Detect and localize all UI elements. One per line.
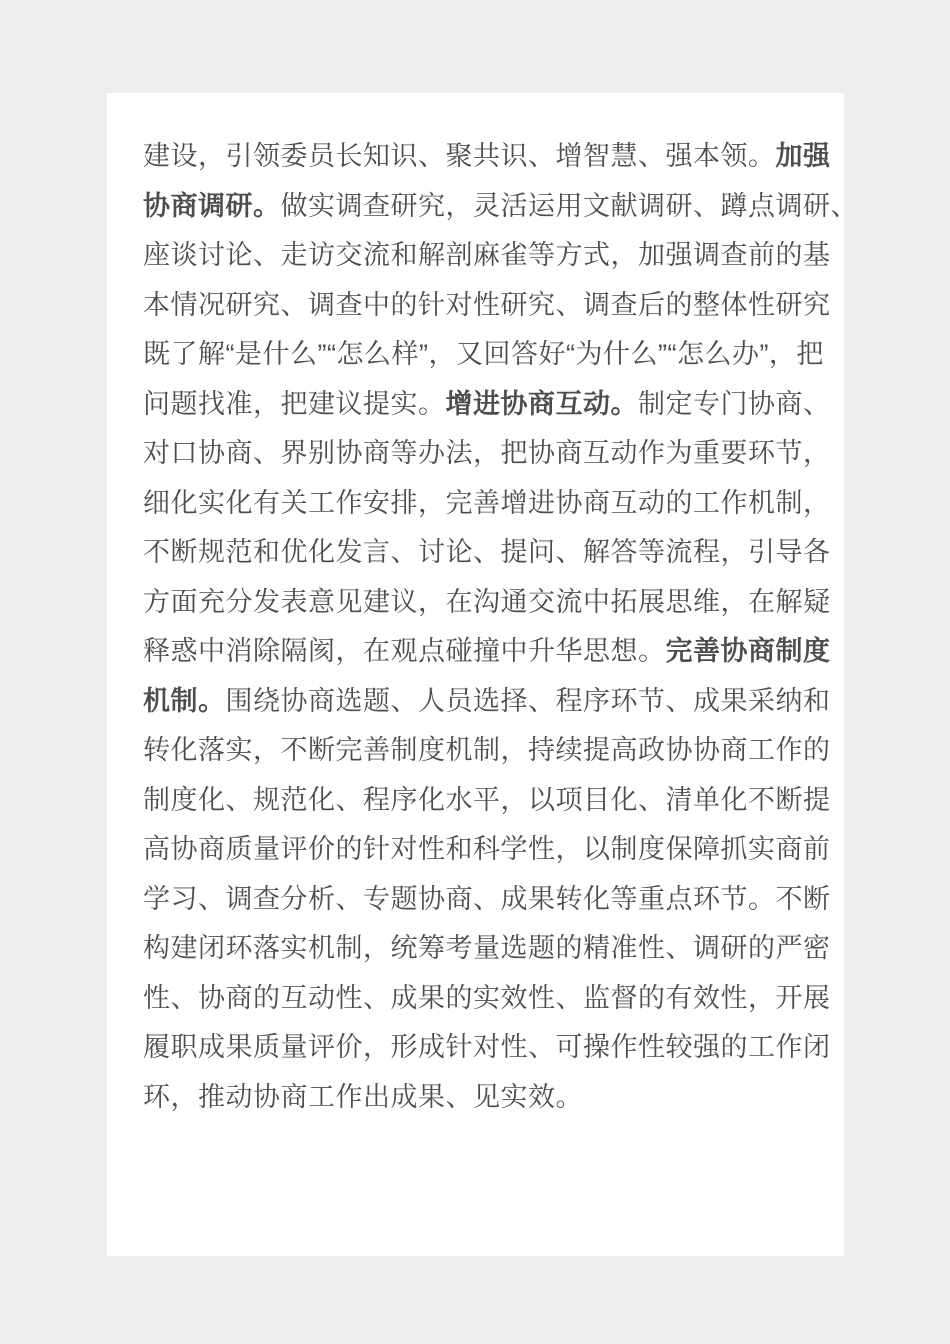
- text-run: 围绕协商选题、人员选择、程序环节、成果采纳和: [225, 685, 831, 716]
- bold-text-run: 增进协商互动。: [445, 388, 638, 419]
- bold-text-run: 完善协商制度: [665, 636, 831, 666]
- text-line: [143, 677, 831, 727]
- text-run: 做实调查研究，灵活运用文献调研、蹲点调研、: [280, 190, 858, 221]
- text-line: [143, 231, 831, 281]
- bold-text-run: 协商调研。: [143, 190, 281, 221]
- text-line: [143, 429, 831, 479]
- text-run: 建设，引领委员长知识、聚共识、增智慧、强本领。: [143, 141, 776, 171]
- text-run: 性、协商的互动性、成果的实效性、监督的有效性，开展: [143, 982, 831, 1013]
- text-run: 构建闭环落实机制，统筹考量选题的精准性、调研的严密: [143, 933, 831, 963]
- text-line: [143, 825, 831, 875]
- text-line: [143, 479, 831, 529]
- text-run: 对口协商、界别协商等办法，把协商互动作为重要环节，: [143, 438, 831, 468]
- text-line: [143, 578, 831, 628]
- text-run: 既了解“是什么”“怎么样”，又回答好“为什么”“怎么办”，把: [143, 339, 824, 369]
- text-line: [143, 1073, 807, 1123]
- text-line: [143, 330, 824, 380]
- text-line: [143, 924, 831, 974]
- text-run: 方面充分发表意见建议，在沟通交流中拓展思维，在解疑: [143, 586, 831, 617]
- text-line: [143, 875, 831, 925]
- bold-text-run: 机制。: [143, 685, 226, 716]
- text-line: [143, 776, 831, 826]
- text-line: [143, 974, 831, 1024]
- text-line: [143, 182, 858, 232]
- text-run: 制度化、规范化、程序化水平，以项目化、清单化不断提: [143, 784, 831, 815]
- text-run: 学习、调查分析、专题协商、成果转化等重点环节。不断: [143, 883, 831, 914]
- document-page: [107, 93, 858, 1256]
- text-run: 履职成果质量评价，形成针对性、可操作性较强的工作闭: [143, 1032, 831, 1062]
- text-line: [143, 627, 831, 677]
- text-line: [143, 726, 831, 776]
- text-run: 座谈讨论、走访交流和解剖麻雀等方式，加强调查前的基: [143, 240, 831, 270]
- text-run: 转化落实，不断完善制度机制，持续提高政协协商工作的: [143, 735, 831, 765]
- text-line: [143, 132, 831, 182]
- text-run: 环，推动协商工作出成果、见实效。: [143, 1081, 583, 1112]
- text-run: 不断规范和优化发言、讨论、提问、解答等流程，引导各: [143, 537, 831, 567]
- document-text: [143, 132, 858, 1122]
- text-line: [143, 281, 831, 331]
- bold-text-run: 加强: [775, 141, 831, 171]
- text-run: 制定专门协商、: [638, 388, 831, 419]
- text-run: 问题找准，把建议提实。: [143, 388, 446, 419]
- text-run: 本情况研究、调查中的针对性研究、调查后的整体性研究: [143, 289, 831, 320]
- text-line: [143, 380, 831, 430]
- text-line: [143, 528, 831, 578]
- text-run: 细化实化有关工作安排，完善增进协商互动的工作机制，: [143, 487, 831, 518]
- text-run: 释惑中消除隔阂，在观点碰撞中升华思想。: [143, 636, 666, 666]
- text-run: 高协商质量评价的针对性和科学性，以制度保障抓实商前: [143, 834, 831, 864]
- text-line: [143, 1023, 831, 1073]
